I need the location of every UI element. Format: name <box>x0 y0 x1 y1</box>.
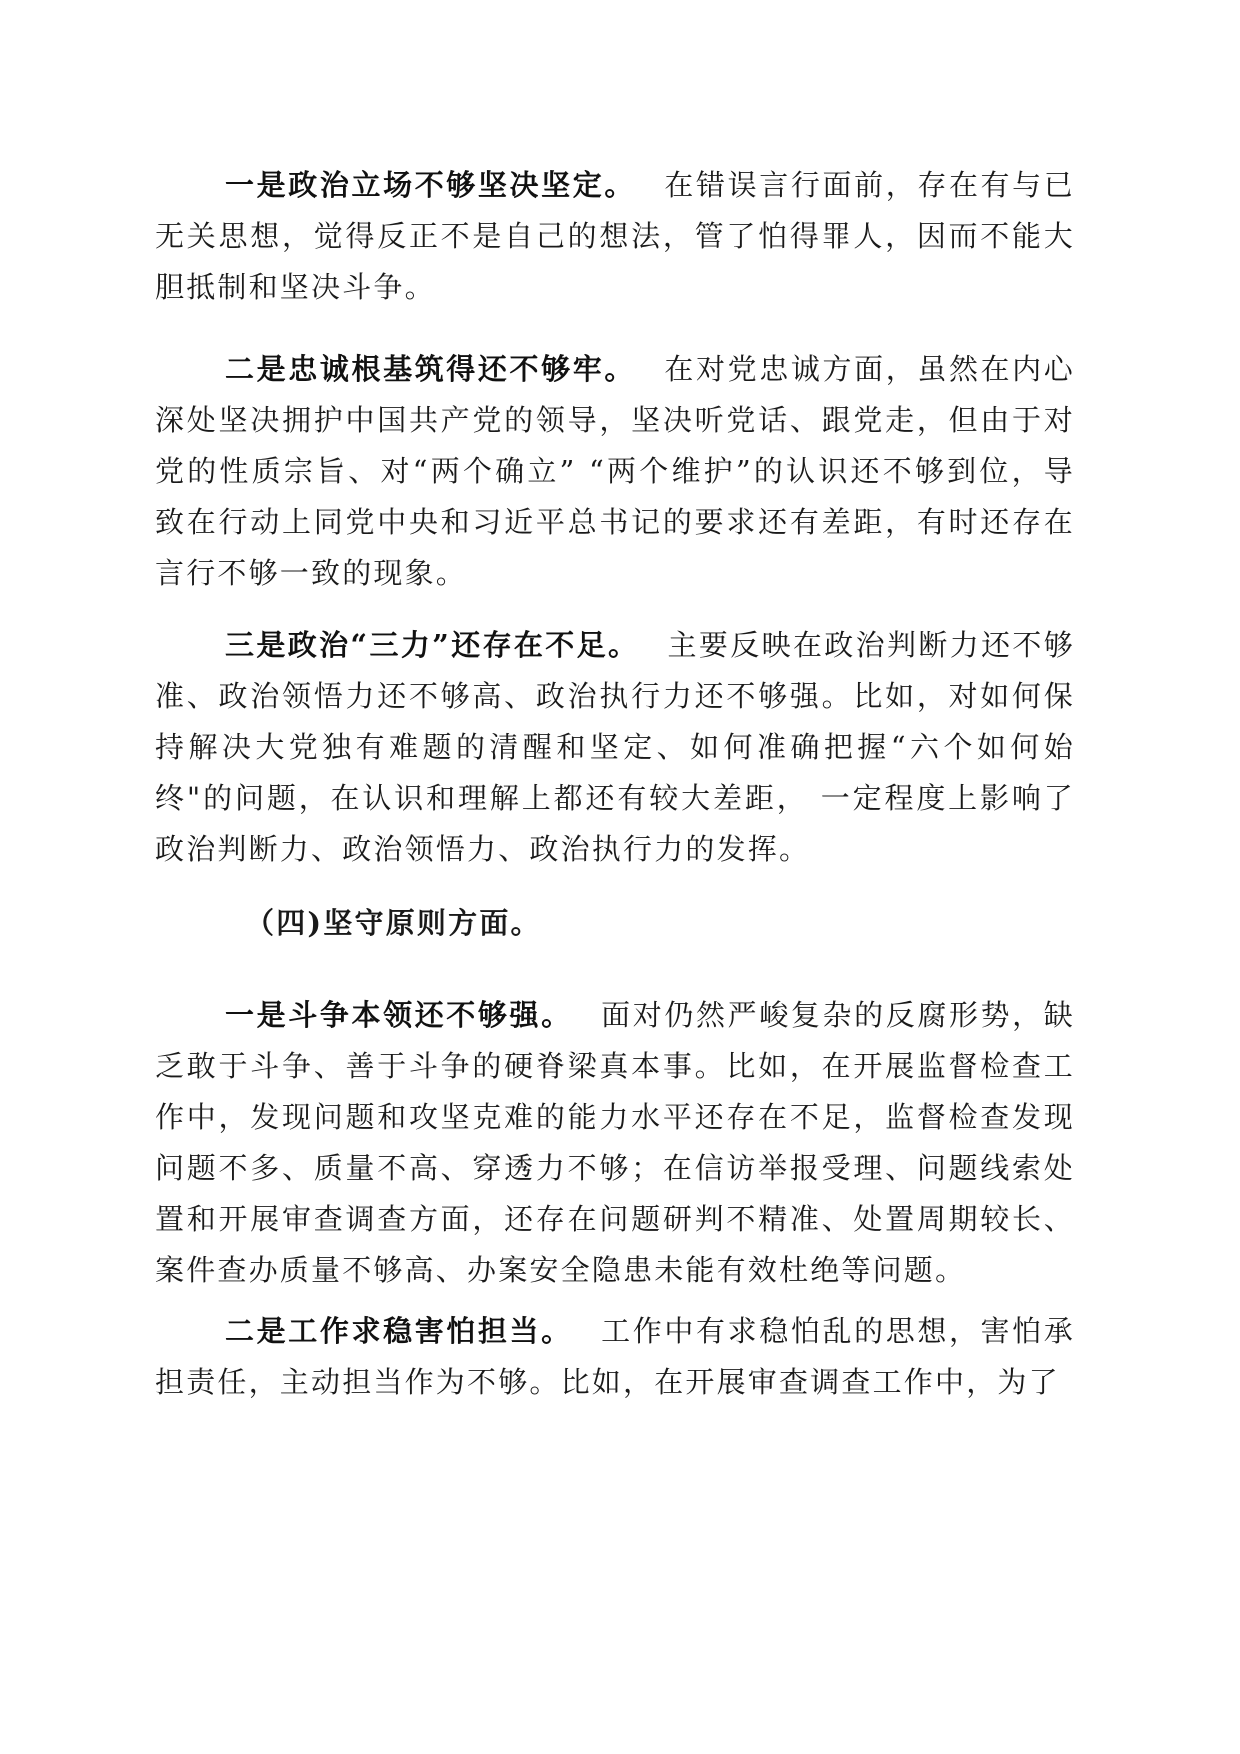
paragraph-struggle-ability <box>155 990 1075 1296</box>
paragraph-body: 在错误言行面前，存在有与已无关思想，觉得反正不是自己的想法，管了怕得罪人，因而不能大胆抵制和坚决斗争。 <box>155 168 1075 304</box>
paragraph-political-three-capabilities <box>155 620 1075 875</box>
paragraph-lead: 二是工作求稳害怕担当。 <box>225 1314 573 1348</box>
paragraph-lead: 二是忠诚根基筑得还不够牢。 <box>225 352 636 386</box>
section-heading: （四)坚守原则方面。 <box>245 906 542 940</box>
paragraph-lead: 一是斗争本领还不够强。 <box>225 998 573 1032</box>
paragraph-body: 面对仍然严峻复杂的反腐形势，缺乏敢于斗争、善于斗争的硬脊梁真本事。比如，在开展监督检查工作中，发现问题和攻坚克难的能力水平还存在不足，监督检查发现问题不多、质量不高、穿透力不够；在信访举报受理、问题线索处置和开展审查调查方面，还存在问题研判不精准、处置周期较长、案件查办质量不够高、办案安全隐患未能有效杜绝等问题。 <box>155 998 1075 1287</box>
paragraph-political-stance <box>155 160 1075 313</box>
paragraph-lead: 三是政治“三力”还存在不足。 <box>225 628 640 662</box>
paragraph-body: 在对党忠诚方面，虽然在内心深处坚决拥护中国共产党的领导，坚决听党话、跟党走，但由于对党的性质宗旨、对“两个确立” “两个维护”的认识还不够到位，导致在行动上同党中央和习近平总书记的要求还有差距，有时还存在言行不够一致的现象。 <box>155 352 1075 590</box>
paragraph-work-stability <box>155 1306 1075 1408</box>
paragraph-body: 工作中有求稳怕乱的思想，害怕承担责任，主动担当作为不够。比如，在开展审查调查工作中，为了 <box>155 1314 1075 1399</box>
paragraph-lead: 一是政治立场不够坚决坚定。 <box>225 168 636 202</box>
paragraph-loyalty-foundation <box>155 344 1075 599</box>
paragraph-body: 主要反映在政治判断力还不够准、政治领悟力还不够高、政治执行力还不够强。比如，对如何保持解决大党独有难题的清醒和坚定、如何准确把握“六个如何始终"的问题，在认识和理解上都还有较大差距， 一定程度上影响了政治判断力、政治领悟力、政治执行力的发挥。 <box>155 628 1075 866</box>
